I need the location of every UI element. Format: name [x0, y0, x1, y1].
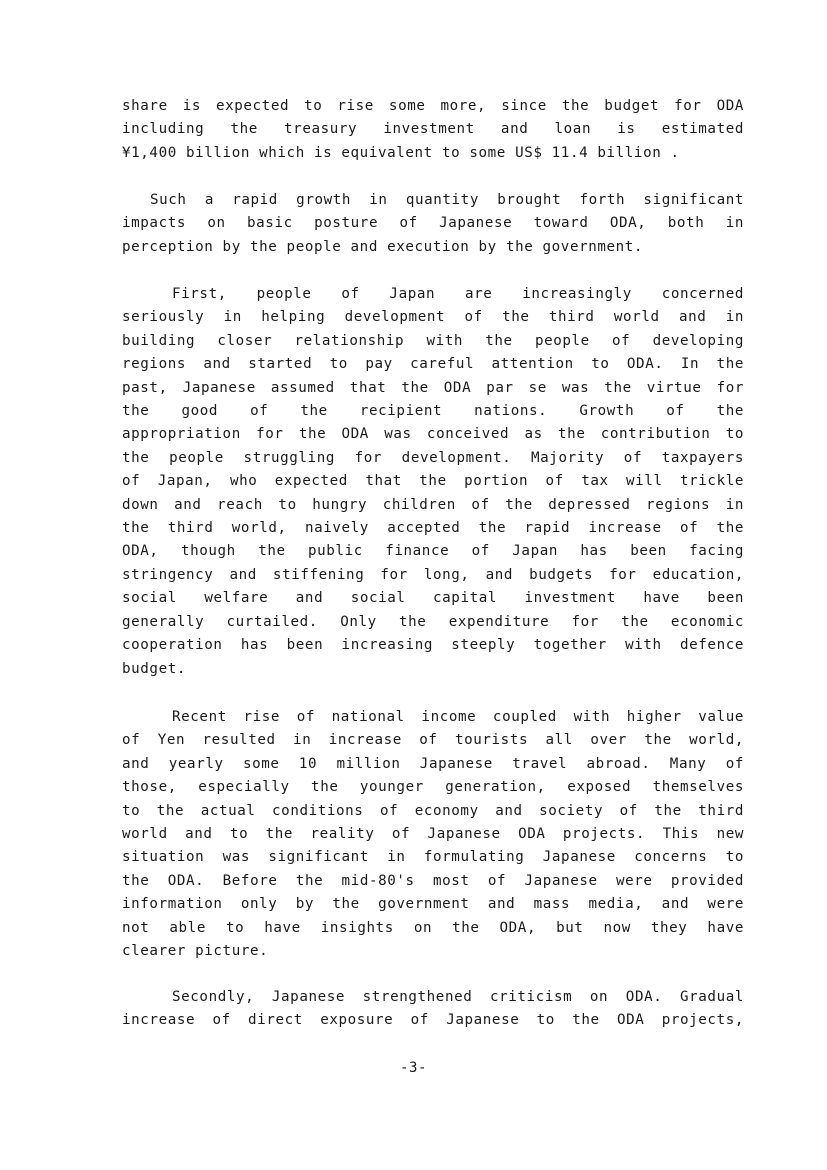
paragraph-second-point	[122, 986, 744, 1033]
text-line: situation was significant in formulating Japanese concerns to	[122, 849, 744, 866]
text-line: appropriation for the ODA was conceived as the contribution to	[122, 426, 744, 443]
text-line: Secondly, Japanese strengthened criticism on ODA. Gradual	[172, 989, 744, 1005]
text-line: and yearly some 10 million Japanese travel abroad. Many of	[122, 755, 744, 772]
text-line: past, Japanese assumed that the ODA par se was the virtue for	[122, 379, 744, 396]
text-line: information only by the government and mass media, and were	[122, 896, 744, 913]
text-line: stringency and stiffening for long, and budgets for education,	[122, 566, 744, 583]
text-line: increase of direct exposure of Japanese to the ODA projects,	[122, 1012, 744, 1029]
text-line: the people struggling for development. Majority of taxpayers	[122, 449, 744, 466]
text-line: ¥1,400 billion which is equivalent to some US$ 11.4 billion .	[122, 144, 680, 161]
text-line: of Yen resulted in increase of tourists all over the world,	[122, 732, 744, 749]
paragraph-oda-budget	[122, 95, 744, 165]
text-line: to the actual conditions of economy and society of the third	[122, 802, 744, 819]
text-line: clearer picture.	[122, 943, 269, 960]
text-line: world and to the reality of Japanese ODA projects. This new	[122, 826, 744, 843]
paragraph-first-point	[122, 283, 744, 681]
text-line: the third world, naively accepted the rapid increase of the	[122, 520, 744, 537]
text-line: budget.	[122, 660, 186, 677]
text-line: not able to have insights on the ODA, but now they have	[122, 919, 744, 936]
text-line: down and reach to hungry children of the depressed regions in	[122, 496, 744, 513]
text-line: generally curtailed. Only the expenditure for the economic	[122, 613, 744, 630]
text-line: Such a rapid growth in quantity brought forth significant	[150, 192, 744, 208]
text-line: including the treasury investment and loan is estimated	[122, 121, 744, 138]
text-line: share is expected to rise some more, since the budget for ODA	[122, 98, 744, 114]
page-number: -3-	[399, 1060, 428, 1076]
text-line: those, especially the younger generation, exposed themselves	[122, 779, 744, 796]
text-line: perception by the people and execution by the government.	[122, 238, 644, 255]
text-line: First, people of Japan are increasingly concerned	[172, 286, 744, 302]
text-line: seriously in helping development of the third world and in	[122, 309, 744, 326]
text-line: regions and started to pay careful attention to ODA. In the	[122, 356, 744, 373]
text-line: cooperation has been increasing steeply together with defence	[122, 637, 744, 654]
text-line: the ODA. Before the mid-80's most of Japanese were provided	[122, 872, 744, 889]
text-line: Recent rise of national income coupled with higher value	[172, 709, 744, 725]
paragraph-recent-rise	[122, 706, 744, 963]
text-line: ODA, though the public finance of Japan has been facing	[122, 543, 744, 560]
paragraph-rapid-growth	[122, 189, 744, 259]
text-line: the good of the recipient nations. Growth of the	[122, 403, 744, 420]
text-line: of Japan, who expected that the portion of tax will trickle	[122, 473, 744, 490]
text-line: building closer relationship with the people of developing	[122, 332, 744, 349]
text-line: impacts on basic posture of Japanese toward ODA, both in	[122, 215, 744, 232]
text-line: social welfare and social capital investment have been	[122, 590, 744, 607]
